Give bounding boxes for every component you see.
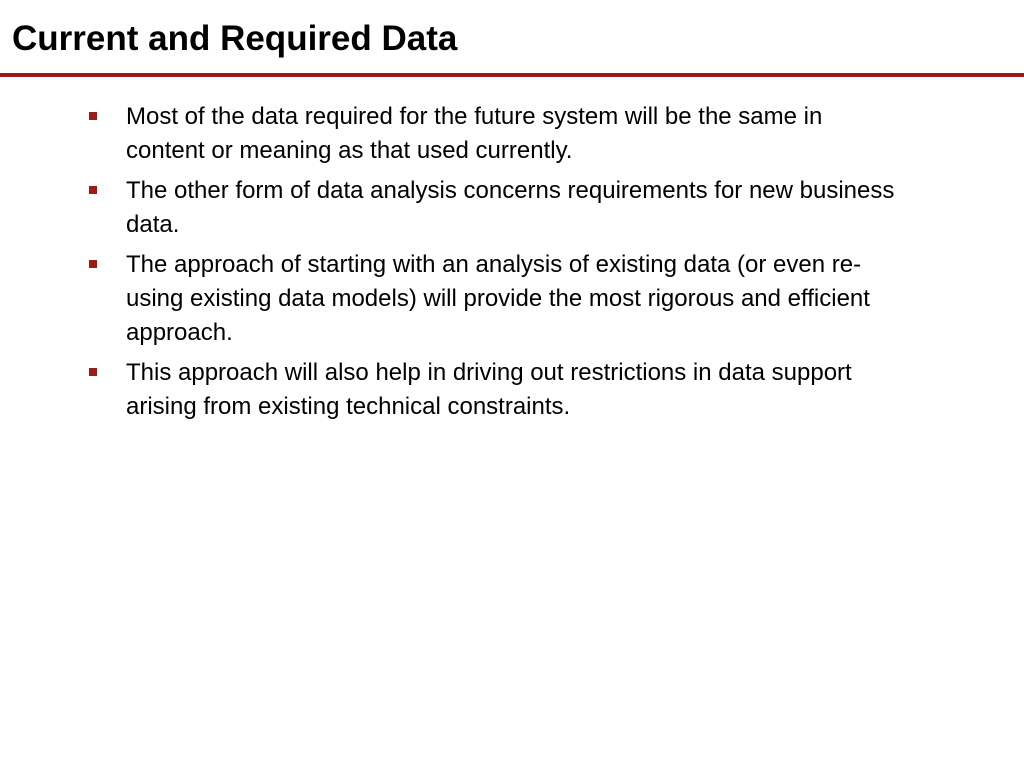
bullet-list	[86, 100, 906, 430]
slide-title: Current and Required Data	[12, 19, 458, 58]
bullet-item	[86, 174, 906, 242]
bullet-text: The approach of starting with an analysis of existing data (or even re-using existing data models) will provide the most rigorous and efficient approach.	[126, 251, 870, 346]
bullet-text: The other form of data analysis concerns requirements for new business data.	[126, 177, 895, 238]
bullet-item	[86, 100, 906, 168]
bullet-item	[86, 248, 906, 350]
title-divider	[0, 73, 1024, 77]
square-bullet-icon	[89, 186, 97, 194]
bullet-item	[86, 356, 906, 424]
square-bullet-icon	[89, 112, 97, 120]
bullet-text: This approach will also help in driving out restrictions in data support arising from existing technical constraints.	[126, 359, 852, 420]
bullet-text: Most of the data required for the future system will be the same in content or meaning as that used currently.	[126, 103, 823, 164]
square-bullet-icon	[89, 368, 97, 376]
square-bullet-icon	[89, 260, 97, 268]
